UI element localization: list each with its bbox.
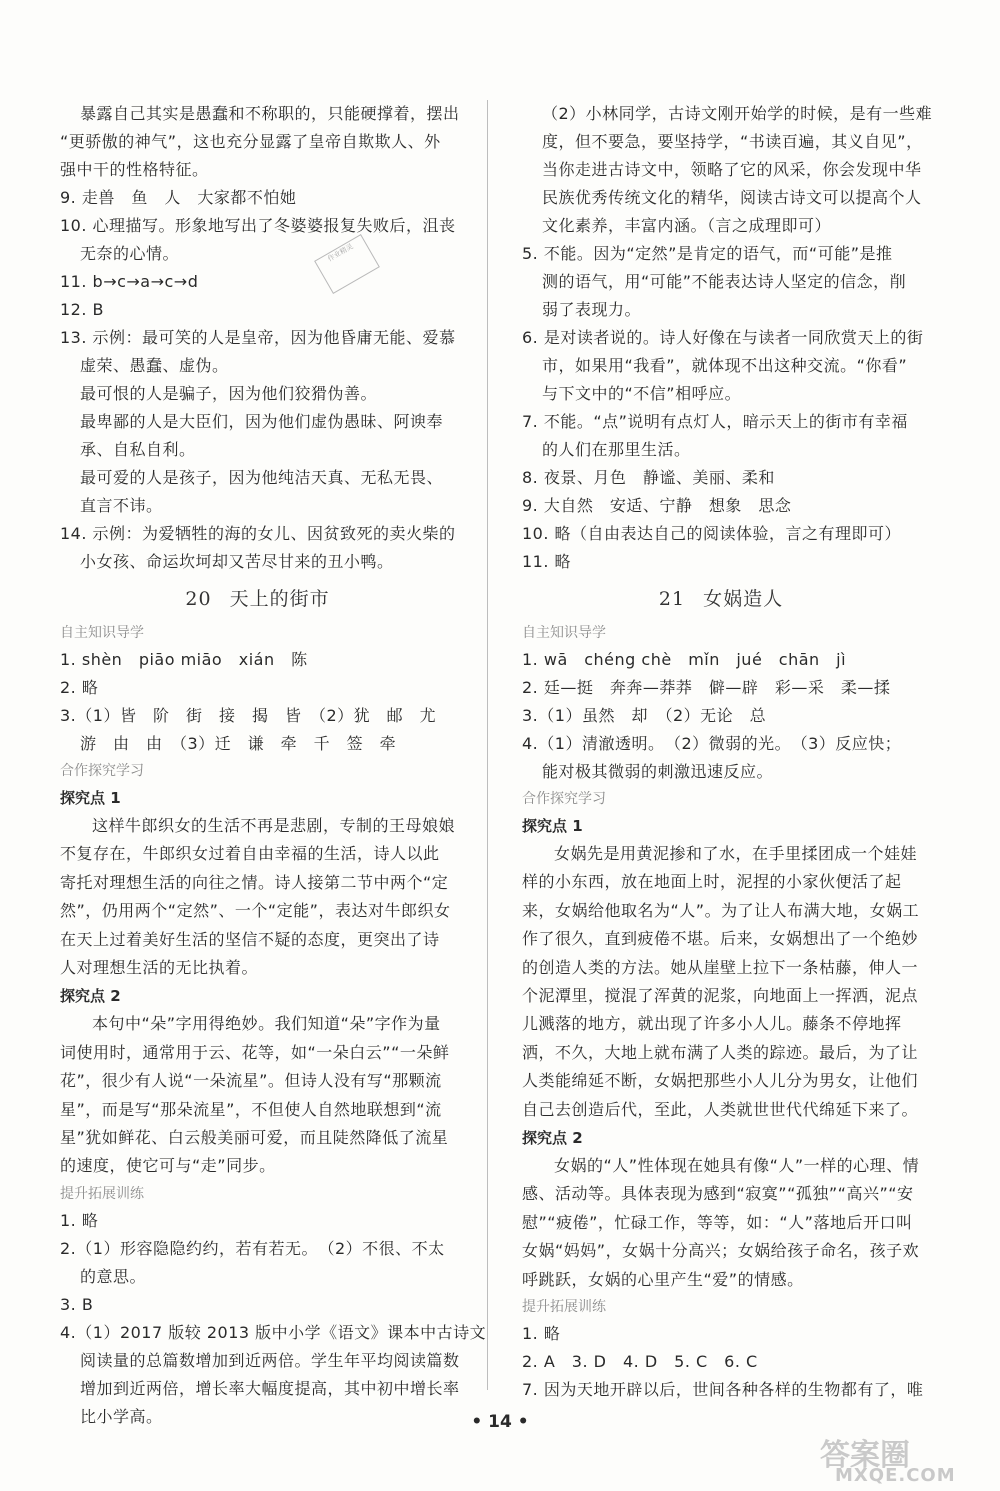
subsection-heading: 提升拓展训练	[60, 1185, 144, 1202]
section-title-text: 天上的街市	[229, 588, 330, 610]
text-line: 能对极其微弱的刺激迅速反应。	[542, 762, 774, 781]
left-column	[60, 100, 487, 1431]
watermark-url: MXQE.COM	[835, 1465, 956, 1486]
answer-item: 4.（1）2017 版较 2013 版中小学《语文》课本中古诗文	[60, 1322, 487, 1342]
section-title	[522, 584, 920, 614]
subsection-heading: 自主知识导学	[60, 625, 144, 641]
section-number: 21	[658, 588, 686, 610]
answer-item: 7. 不能。“点”说明有点灯人，暗示天上的街市有幸福	[522, 412, 908, 431]
text-line: 强中干的性格特征。	[60, 160, 209, 179]
text-line: 测的语气，用“可能”不能表达诗人坚定的信念，削	[542, 272, 907, 291]
text-line: 游 由 由 （3）迁 谦 牵 千 签 牵	[80, 734, 397, 753]
answer-item: 3.（1）虽然 却 （2）无论 总	[522, 706, 767, 725]
text-line: 弱了表现力。	[542, 300, 642, 319]
text-line: 的人们在那里生活。	[542, 440, 691, 459]
section-title-text: 女娲造人	[703, 588, 784, 610]
paragraph: 这样牛郎织女的生活不再是悲剧，专制的王母娘娘不复存在，牛郎织女过着自由幸福的生活，诗人以此寄托对理想生活的向往之情。诗人接第二节中两个“定然”，仍用两个“定然”、一个“定能”，表达对牛郎织女在天上过着美好生活的坚信不疑的态度，更突出了诗人对理想生活的无比执着。	[60, 816, 456, 978]
answer-item: 12. B	[60, 300, 105, 319]
subsection-heading: 自主知识导学	[522, 625, 606, 641]
inquiry-point-label: 探究点 2	[522, 1129, 583, 1148]
inquiry-point-label: 探究点 1	[522, 817, 583, 835]
answer-item: 13. 示例：最可笑的人是皇帝，因为他昏庸无能、爱慕	[60, 328, 456, 347]
text-line: 比小学高。	[80, 1406, 163, 1426]
paragraph: 女娲先是用黄泥掺和了水，在手里揉团成一个娃娃样的小东西，放在地面上时，泥捏的小家伙便活了起来，女娲给他取名为“人”。为了让人布满大地，女娲工作了很久，直到疲倦不堪。后来，女娲想出了一个绝妙的创造人类的方法。她从崖壁上拉下一条枯藤，伸人一个泥潭里，搅混了浑黄的泥浆，向地面上一挥洒，泥点儿溅落的地方，就出现了许多小人儿。藤条不停地挥洒，不久，大地上就布满了人类的踪迹。最后，为了让人类能绵延不断，女娲把那些小人儿分为男女，让他们自己去创造后代，至此，人类就世世代代绵延下来了。	[522, 844, 920, 1119]
text-line: 与下文中的“不信”相呼应。	[542, 384, 742, 403]
answer-item: 1. 略	[60, 1210, 99, 1230]
answer-item: 1. shèn piāo miāo xián 陈	[60, 650, 308, 669]
text-line: 阅读量的总篇数增加到近两倍。学生年平均阅读篇数	[80, 1350, 460, 1370]
text-line: 最可爱的人是孩子，因为他纯洁天真、无私无畏、	[80, 468, 444, 487]
answer-item: 1. 略	[522, 1324, 561, 1344]
inquiry-point-label: 探究点 1	[60, 789, 121, 807]
text-line: 承、自私自利。	[80, 440, 196, 459]
page-number: • 14 •	[471, 1412, 529, 1432]
stamp-seal: 作业精灵	[314, 234, 380, 294]
right-top-block	[522, 100, 933, 576]
answer-item: 11. 略	[522, 552, 572, 571]
text-line: 最卑鄙的人是大臣们，因为他们虚伪愚昧、阿谀奉	[80, 412, 444, 431]
text-line: 民族优秀传统文化的精华，阅读古诗文可以提高个人	[542, 188, 922, 207]
text-line: 虚荣、愚蠢、虚伪。	[80, 356, 229, 375]
text-line: 无奈的心情。	[80, 244, 180, 263]
answer-item: 10. 略（自由表达自己的阅读体验，言之有理即可）	[522, 524, 902, 543]
text-line: 市，如果用“我看”，就体现不出这种交流。“你看”	[542, 356, 908, 375]
inquiry-point-label: 探究点 2	[60, 987, 121, 1006]
answer-item: 8. 夜景、月色 静谧、美丽、柔和	[522, 468, 775, 487]
text-line: 小女孩、命运坎坷却又苦尽甘来的丑小鸭。	[80, 552, 394, 571]
text-line: （2）小林同学，古诗文刚开始学的时候，是有一些难	[542, 104, 933, 123]
subsection-heading: 合作探究学习	[522, 791, 606, 807]
section-number: 20	[185, 588, 212, 610]
text-line: 直言不讳。	[80, 496, 163, 515]
text-line: 最可恨的人是骗子，因为他们狡猾伪善。	[80, 384, 378, 403]
text-line: 度，但不要急，要坚持学，“书读百遍，其义自见”，	[542, 132, 923, 151]
text-line: 当你走进古诗文中，领略了它的风采，你会发现中华	[542, 160, 922, 179]
text-line: “更骄傲的神气”，这也充分显露了皇帝自欺欺人、外	[60, 132, 441, 151]
answer-item: 2. A 3. D 4. D 5. C 6. C	[522, 1352, 758, 1372]
answer-item: 3.（1）皆 阶 街 接 揭 皆 （2）犹 邮 尤	[60, 706, 437, 725]
text-line: 增加到近两倍，增长率大幅度提高，其中初中增长率	[80, 1378, 460, 1398]
answer-item: 5. 不能。因为“定然”是肯定的语气，而“可能”是推	[522, 244, 893, 263]
section-title	[60, 584, 455, 614]
answer-item: 2. 略	[60, 678, 99, 697]
answer-item: 14. 示例：为爱牺牲的海的女儿、因贫致死的卖火柴的	[60, 524, 456, 543]
answer-item: 3. B	[60, 1294, 94, 1314]
subsection-heading: 提升拓展训练	[522, 1299, 606, 1316]
left-top-block	[60, 100, 460, 576]
answer-item: 2.（1）形容隐隐约约，若有若无。 （2）不很、不太	[60, 1238, 445, 1258]
answer-item: 1. wā chéng chè mǐn jué chān jì	[522, 650, 847, 669]
answer-item: 10. 心理描写。形象地写出了冬婆婆报复失败后，沮丧	[60, 216, 456, 235]
text-line: 的意思。	[80, 1266, 147, 1286]
watermark-logo: 答案圈	[820, 1438, 910, 1473]
text-line: 暴露自己其实是愚蠢和不称职的，只能硬撑着，摆出	[80, 104, 460, 123]
right-column	[522, 100, 933, 1404]
answer-item: 9. 大自然 安适、宁静 想象 思念	[522, 496, 792, 515]
paragraph: 女娲的“人”性体现在她具有像“人”一样的心理、情感、活动等。具体表现为感到“寂寞”“孤独”“高兴”“安慰”“疲倦”，忙碌工作，等等，如：“人”落地后开口叫女娲“妈妈”，女娲十分高兴；女娲给孩子命名，孩子欢呼跳跃，女娲的心里产生“爱”的情感。	[522, 1156, 920, 1289]
answer-item: 11. b→c→a→c→d	[60, 272, 199, 291]
answer-item: 4.（1）清澈透明。 （2）微弱的光。 （3）反应快；	[522, 734, 902, 753]
subsection-heading: 合作探究学习	[60, 763, 144, 779]
text-line: 文化素养，丰富内涵。（言之成理即可）	[542, 216, 832, 235]
answer-item: 6. 是对读者说的。诗人好像在与读者一同欣赏天上的街	[522, 328, 924, 347]
answer-item: 7. 因为天地开辟以后，世间各种各样的生物都有了，唯	[522, 1380, 924, 1400]
paragraph: 本句中“朵”字用得绝妙。我们知道“朵”字作为量词使用时，通常用于云、花等，如“一朵白云”“一朵鲜花”，很少有人说“一朵流星”。但诗人没有写“那颗流星”，而是写“那朵流星”，不但使人自然地联想到“流星”犹如鲜花、白云般美丽可爱，而且陡然降低了流星的速度，使它可与“走”同步。	[60, 1014, 450, 1176]
column-divider	[487, 100, 488, 1390]
answer-item: 2. 廷—挺 奔奔—莽莽 僻—辟 彩—采 柔—揉	[522, 678, 891, 697]
answer-item: 9. 走兽 鱼 人 大家都不怕她	[60, 188, 297, 207]
